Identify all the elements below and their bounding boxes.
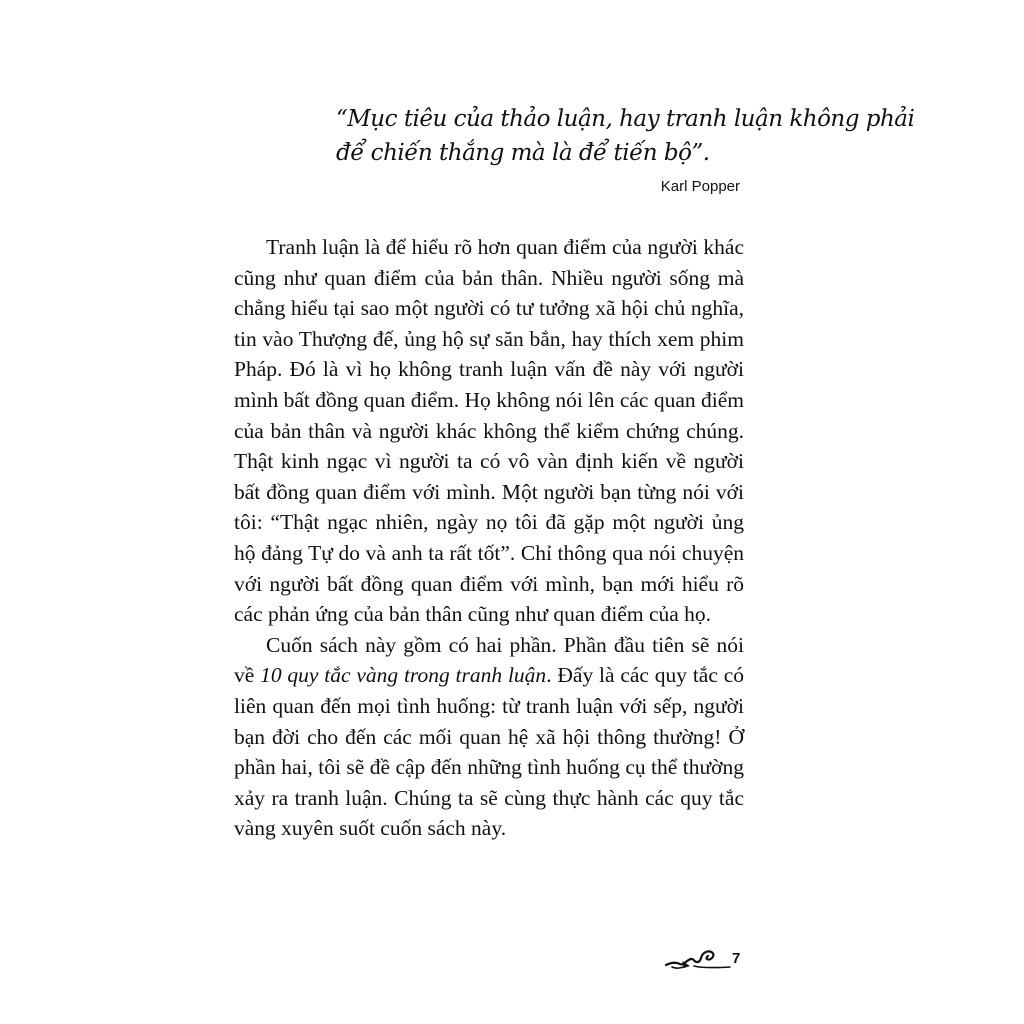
epigraph-line-2: để chiến thắng mà là để tiến bộ”. [336, 140, 710, 166]
paragraph-2-emphasis: 10 quy tắc vàng trong tranh luận [260, 663, 547, 688]
scribble-ornament-icon [664, 940, 734, 976]
paragraph-1: Tranh luận là để hiểu rõ hơn quan điểm của người khác cũng như quan điểm của bản thân. Nhiều người sống mà chẳng hiểu tại sao một người có tư tưởng xã hội chủ nghĩa, tin vào Thượng đế, ủng hộ sự săn bắn, hay thích xem phim Pháp. Đó là vì họ không tranh luận vấn đề này với người mình bất đồng quan điểm. Họ không nói lên các quan điểm của bản thân và người khác không thể kiểm chứng chúng. Thật kinh ngạc vì người ta có vô vàn định kiến về người bất đồng quan điểm với mình. Một người bạn từng nói với tôi: “Thật ngạc nhiên, ngày nọ tôi đã gặp một người ủng hộ đảng Tự do và anh ta rất tốt”. Chỉ thông qua nói chuyện với người bất đồng quan điểm với mình, bạn mới hiểu rõ các phản ứng của bản thân cũng như quan điểm của họ. [234, 235, 744, 627]
epigraph-quote [336, 102, 915, 170]
paragraph-2 [234, 630, 744, 844]
page-footer [664, 940, 754, 976]
paragraph-2-end: . Đấy là các quy tắc có liên quan đến mọi tình huống: từ tranh luận với sếp, người bạn đời cho đến các mối quan hệ xã hội thông thường! Ở phần hai, tôi sẽ đề cập đến những tình huống cụ thể thường xảy ra tranh luận. Chúng ta sẽ cùng thực hành các quy tắc vàng xuyên suốt cuốn sách này. [234, 663, 744, 841]
paragraph-2-start: Cuốn sách này gồm có hai phần. Phần đầu tiên sẽ nói về [234, 632, 744, 688]
epigraph-line-1: “Mục tiêu của thảo luận, hay tranh luận không phải [336, 106, 915, 132]
body-text [234, 232, 744, 844]
page-number: 7 [732, 950, 741, 967]
epigraph-author: Karl Popper [660, 178, 740, 195]
